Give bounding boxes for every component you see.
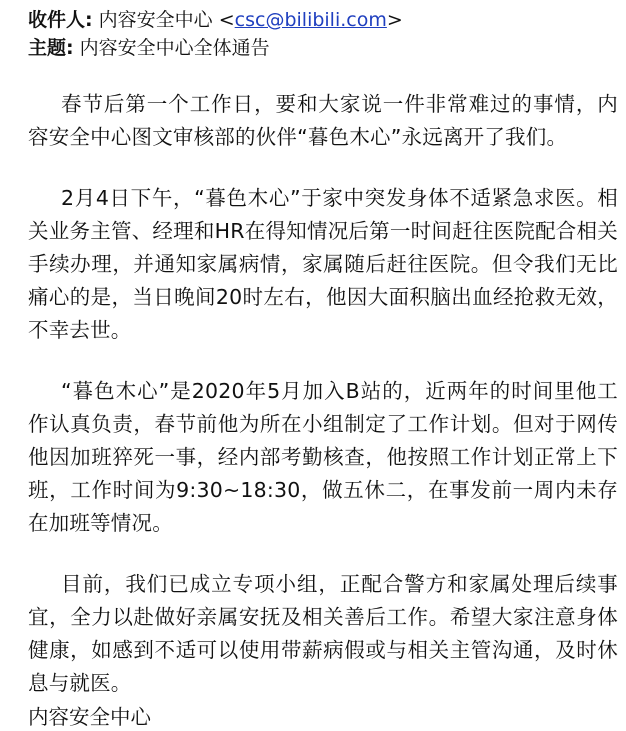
body-paragraph: “暮色木心”是2020年5月加入B站的，近两年的时间里他工作认真负责，春节前他为所在小组制定了工作计划。但对于网传他因加班猝死一事，经内部考勤核查，他按照工作计划正常上下班，工作时间为9:30~18:30，做五休二，在事发前一周内未存在加班等情况。 [28, 379, 618, 535]
subject-text: 内容安全中心全体通告 [79, 37, 270, 59]
recipient-email-close: > [386, 9, 403, 31]
recipient-colon: : [85, 9, 93, 31]
subject-line [28, 34, 618, 62]
subject-label: 主题 [28, 37, 67, 59]
signature: 内容安全中心 [28, 705, 151, 729]
body-paragraph: 春节后第一个工作日，要和大家说一件非常难过的事情，内容安全中心图文审核部的伙伴“暮色木心”永远离开了我们。 [28, 92, 618, 149]
recipient-line [28, 6, 618, 34]
email-header [28, 6, 618, 62]
recipient-email-open: < [218, 9, 235, 31]
email-body [28, 88, 618, 728]
body-paragraph: 目前，我们已成立专项小组，正配合警方和家属处理后续事宜，全力以赴做好亲属安抚及相关善后工作。希望大家注意身体健康，如感到不适可以使用带薪病假或与相关主管沟通，及时休息与就医。 [28, 572, 618, 695]
body-paragraph: 2月4日下午，“暮色木心”于家中突发身体不适紧急求医。相关业务主管、经理和HR在得知情况后第一时间赶往医院配合相关手续办理，并通知家属病情，家属随后赶往医院。但令我们无比痛心的是，当日晚间20时左右，他因大面积脑出血经抢救无效，不幸去世。 [28, 186, 618, 342]
recipient-name: 内容安全中心 [98, 9, 213, 31]
recipient-label: 收件人 [28, 9, 86, 31]
recipient-email-link[interactable]: csc@bilibili.com [234, 9, 387, 31]
subject-colon: : [66, 37, 74, 59]
